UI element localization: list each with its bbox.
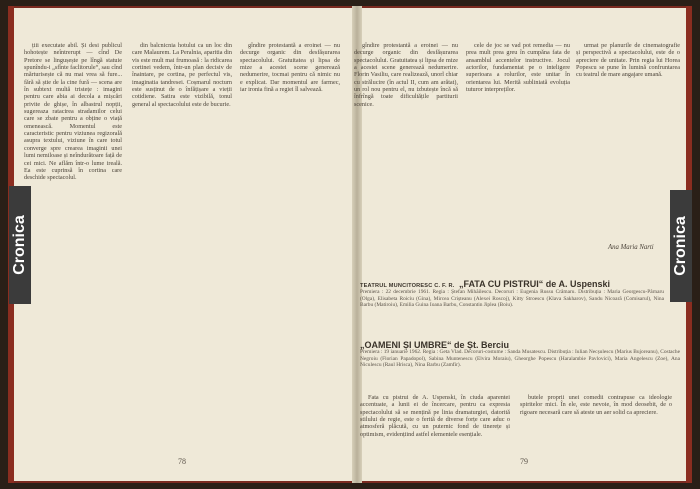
right-column-1-text: gîndire protestantă a eroinei — nu decurge organic din desfășurarea spectacolului. Gratuitatea și lipsa de mize a acestei scene generează nedumerire. Florin Vasiliu, care realizează, unorl chiar cu strălucire (în actul II, cum am arătat), un rol nou pentru el, nu izbutește încă să înfrîngă toate dificultățile partiturii scenice. bbox=[354, 42, 458, 108]
right-column-2 bbox=[466, 42, 570, 250]
left-column-1-text: țiii executate abil. Și desi publicul hohotește neîntrerupt — cînd De Pretore se lingușește pe lîngă statuie spunîndu-i „sfînte faclitorule“, sau cînd mărturisește că nu mai vrea să fure... fără să știe de la cine fură — scena are în subtext multă tristețe : imagini pentru care abia ai decola a mișcări privite de ghișe, în albastrul nopții, sugereaza ratacirea stradamilor celui care se zbate pentru a obține o viață omenească. Momentul este caracteristic pentru viziunea regizorală asupra textului, viziune în care totul converge spre crearea imaginii unei lumi nemiloase și neîndurătoare față de cei mici. Ne aflăm într-o lume ireală. Ea este cuprinsă în cortina care deschide spectacolul. bbox=[24, 42, 122, 182]
author-signature: Ana Maria Narti bbox=[608, 244, 654, 251]
right-page-number: 79 bbox=[520, 457, 528, 466]
left-section-band bbox=[9, 186, 31, 304]
play-title-1: „FATA CU PISTRUI“ de A. Uspenski bbox=[458, 279, 610, 289]
right-lower-column-1-text: Fata cu pistrui de A. Uspenski, în ciuda aparentei accentuate, a lunii ei de încercare, pentru ca expresia spectacolului să se mențină pe linia dramaturgiei, datorită stilului de regie, este o ferită de diverse forțe care aduc o atmosferă plăcută, cu un puternic fond de tinerețe și optimism, evidențiind astfel elementele esențiale. bbox=[360, 394, 510, 438]
right-column-3-text: urmat pe planurile de cinematografie și perspectivă a spectacolului, este de o apreciere de unitate. Prin regia lui Horea Popescu se pune în lumină confruntarea cu teatrul de mare angajare umană. bbox=[576, 42, 680, 79]
credits-1: Premiera : 22 decembrie 1961. Regia : Ștefan Mihăilescu. Decoruri : Eugenia Russu Crâmaru. Distribuția : Maria Georgescu-Pârnaru (Olga), Elisabeta Roiciu (Gina), Mircea Crișteanu (Alexei Roscoj), Kitty Stroescu (Klava Sakharov), Sandu Nicoară (Comisarul), Nina Barbu (Matiroiu), Emilia Guina Ioana Barbu, Constantin Jiplea (Boiu). bbox=[360, 289, 664, 308]
left-section-label: Cronica bbox=[11, 215, 28, 275]
left-column-3 bbox=[240, 42, 340, 452]
magazine-spread bbox=[8, 6, 692, 483]
left-column-1 bbox=[24, 42, 122, 452]
left-column-2 bbox=[132, 42, 232, 452]
right-lower-column-1 bbox=[360, 394, 510, 458]
left-column-2-text: din balcnicnia hotului ca un loc din care Malaurem. La Peralnia, aparitia din vis este mult mai frumoasă : la ridicarea cortinei vedem, într-un plan decisiv de înaintare, pe cortina, pe perfectul vis, imaginatia tandresei. Coșmarul nocturn este susținut de o înfățișare a vieții cotidiene. Satira este vizibilă, tonul general al spectacolului este de bucurie. bbox=[132, 42, 232, 108]
play-title-2: „OAMENI ȘI UMBRE“ de Șt. Berciu bbox=[360, 340, 510, 350]
right-lower-column-2 bbox=[520, 394, 672, 458]
left-page-number: 78 bbox=[178, 457, 186, 466]
credits-2: Premiera : 19 ianuarie 1962. Regia : Geta Vlad. Decoruri-costume : Sanda Musatescu. Distribuția : Iulian Necșulescu (Marius Bujoreanu), Costache Negroiu (Florian Papadopol), Sabina Muntenescu (Elvira Moraiu), Gheorghe Popescu (Haralambie Pavlovici), Maria Angelescu (Zoe), Ana Niculescu (Raul Hrisca), Nina Barbu (Zamfir). bbox=[360, 349, 680, 368]
right-column-1 bbox=[354, 42, 458, 250]
left-column-3-text: gîndire protestantă a eroinei — nu decurge organic din desfășurarea spectacolului. Gratuitatea și lipsa de mize a acestei scene generează nedumerire, tocmai pentru că nimic nu e explicat. Dar momentul are farmec, iar ironia fină a regiei îl salvează. bbox=[240, 42, 340, 94]
theater-name: TEATRUL MUNCITORESC C. F. R. bbox=[360, 283, 455, 289]
right-column-3 bbox=[576, 42, 680, 238]
right-section-band bbox=[670, 190, 692, 302]
right-lower-column-2-text: butele proprii unei comedii contrapuse ca ideologie spiritelor mici. În ele, este nevoie, în mod deosebit, de o rigoare necesară care să ateste un aer solid ca apreciere. bbox=[520, 394, 672, 416]
right-column-2-text: cele de joc se vad pot remedia — nu prea mult prea greu în cumpăna fata de ansamblul accentelor instructive. Jocul actorilor, fundamentat pe o inteligere superioara a rolurilor, este unitar în orientarea lui. Merită subliniată evoluția tuturor interpreților. bbox=[466, 42, 570, 94]
right-section-label: Cronica bbox=[672, 216, 689, 276]
